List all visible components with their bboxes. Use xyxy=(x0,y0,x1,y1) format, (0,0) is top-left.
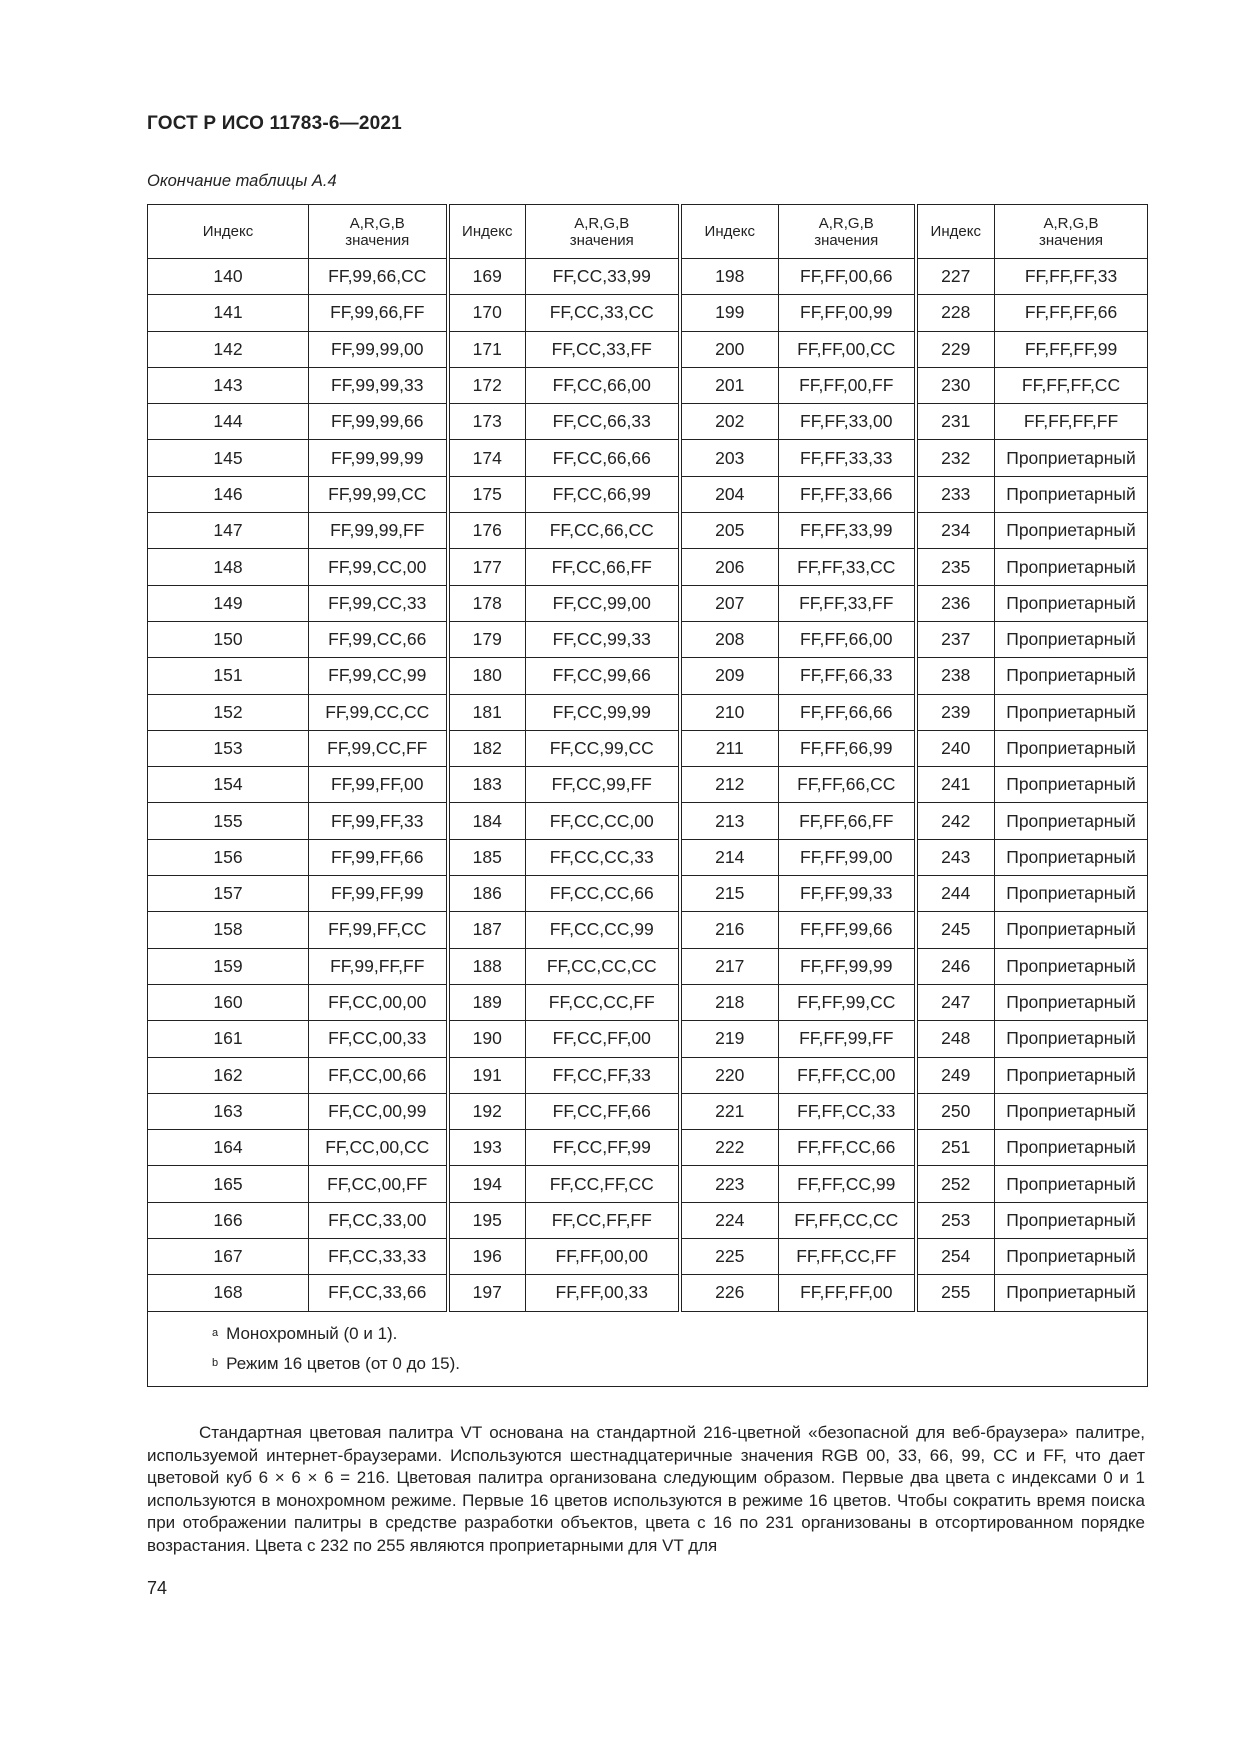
index-cell: 203 xyxy=(680,440,779,476)
argb-value-cell: Проприетарный xyxy=(995,585,1148,621)
index-cell: 182 xyxy=(448,730,526,766)
index-cell: 161 xyxy=(148,1021,309,1057)
argb-value-cell: FF,CC,00,66 xyxy=(309,1057,448,1093)
index-cell: 242 xyxy=(916,803,995,839)
table-row xyxy=(148,839,1148,875)
index-cell: 159 xyxy=(148,948,309,984)
argb-value-cell: FF,CC,33,00 xyxy=(309,1202,448,1238)
argb-value-cell: FF,FF,00,00 xyxy=(526,1239,680,1275)
argb-value-cell: FF,CC,FF,FF xyxy=(526,1202,680,1238)
table-body xyxy=(148,259,1148,1312)
table-row xyxy=(148,694,1148,730)
argb-value-cell: FF,99,CC,FF xyxy=(309,730,448,766)
index-cell: 251 xyxy=(916,1130,995,1166)
argb-value-cell: FF,99,99,FF xyxy=(309,513,448,549)
palette-table xyxy=(147,204,1148,1387)
index-cell: 157 xyxy=(148,876,309,912)
index-cell: 219 xyxy=(680,1021,779,1057)
argb-value-cell: FF,CC,FF,99 xyxy=(526,1130,680,1166)
argb-value-cell: FF,CC,CC,FF xyxy=(526,984,680,1020)
index-cell: 150 xyxy=(148,621,309,657)
table-row xyxy=(148,730,1148,766)
argb-value-cell: FF,CC,FF,66 xyxy=(526,1093,680,1129)
index-cell: 172 xyxy=(448,367,526,403)
footnote-mark: a xyxy=(212,1326,219,1339)
index-cell: 238 xyxy=(916,658,995,694)
index-cell: 170 xyxy=(448,295,526,331)
index-cell: 233 xyxy=(916,476,995,512)
argb-value-cell: FF,FF,33,66 xyxy=(779,476,916,512)
argb-value-cell: FF,FF,33,33 xyxy=(779,440,916,476)
table-caption: Окончание таблицы А.4 xyxy=(147,172,337,190)
argb-value-cell: Проприетарный xyxy=(995,1021,1148,1057)
argb-value-cell: FF,CC,66,CC xyxy=(526,513,680,549)
index-cell: 196 xyxy=(448,1239,526,1275)
argb-value-cell: FF,99,CC,99 xyxy=(309,658,448,694)
argb-value-cell: Проприетарный xyxy=(995,513,1148,549)
argb-value-cell: Проприетарный xyxy=(995,1275,1148,1311)
argb-value-cell: FF,99,99,00 xyxy=(309,331,448,367)
argb-value-cell: Проприетарный xyxy=(995,839,1148,875)
index-cell: 140 xyxy=(148,259,309,295)
argb-value-cell: FF,99,FF,66 xyxy=(309,839,448,875)
footnote xyxy=(212,1320,1147,1350)
argb-value-cell: Проприетарный xyxy=(995,730,1148,766)
index-cell: 164 xyxy=(148,1130,309,1166)
index-cell: 246 xyxy=(916,948,995,984)
argb-value-cell: FF,CC,66,00 xyxy=(526,367,680,403)
argb-value-cell: FF,99,99,CC xyxy=(309,476,448,512)
table-header-row xyxy=(148,205,1148,259)
table-row xyxy=(148,1130,1148,1166)
argb-value-cell: FF,FF,FF,99 xyxy=(995,331,1148,367)
argb-value-cell: FF,99,CC,CC xyxy=(309,694,448,730)
index-cell: 220 xyxy=(680,1057,779,1093)
index-cell: 192 xyxy=(448,1093,526,1129)
index-cell: 199 xyxy=(680,295,779,331)
index-cell: 245 xyxy=(916,912,995,948)
index-cell: 255 xyxy=(916,1275,995,1311)
index-cell: 160 xyxy=(148,984,309,1020)
index-cell: 155 xyxy=(148,803,309,839)
argb-value-cell: FF,CC,66,66 xyxy=(526,440,680,476)
index-cell: 215 xyxy=(680,876,779,912)
footnote-text: Монохромный (0 и 1). xyxy=(226,1323,398,1343)
argb-value-cell: FF,FF,33,99 xyxy=(779,513,916,549)
index-cell: 145 xyxy=(148,440,309,476)
index-cell: 243 xyxy=(916,839,995,875)
argb-value-cell: Проприетарный xyxy=(995,476,1148,512)
index-cell: 175 xyxy=(448,476,526,512)
index-cell: 224 xyxy=(680,1202,779,1238)
index-cell: 194 xyxy=(448,1166,526,1202)
index-cell: 236 xyxy=(916,585,995,621)
index-cell: 249 xyxy=(916,1057,995,1093)
argb-value-cell: FF,FF,66,33 xyxy=(779,658,916,694)
table-row xyxy=(148,1239,1148,1275)
argb-value-cell: FF,FF,66,FF xyxy=(779,803,916,839)
index-cell: 142 xyxy=(148,331,309,367)
argb-value-cell: FF,99,FF,CC xyxy=(309,912,448,948)
argb-value-cell: Проприетарный xyxy=(995,1202,1148,1238)
table-row xyxy=(148,767,1148,803)
table-row xyxy=(148,404,1148,440)
argb-value-cell: FF,FF,FF,00 xyxy=(779,1275,916,1311)
argb-value-cell: FF,FF,00,CC xyxy=(779,331,916,367)
index-cell: 240 xyxy=(916,730,995,766)
argb-value-cell: FF,99,FF,FF xyxy=(309,948,448,984)
body-paragraph: Стандартная цветовая палитра VT основана на стандартной 216-цветной «безопасной для веб-браузера» палитре, используемой интернет-браузерами. Используются шестнадцатеричные значения RGB 00, 33, 66, 99, CC и FF, что дает цветовой куб 6 × 6 × 6 = 216. Цветовая палитра организована следующим образом. Первые два цвета с индексами 0 и 1 используются в монохромном режиме. Первые 16 цветов используются в режиме 16 цветов. Чтобы сократить время поиска при отображении палитры в средстве разработки объектов, цвета с 16 по 231 организованы в отсортированном порядке возрастания. Цвета с 232 по 255 являются проприетарными для VT для xyxy=(147,1423,1145,1555)
document-title: ГОСТ Р ИСО 11783-6—2021 xyxy=(147,113,402,134)
index-cell: 205 xyxy=(680,513,779,549)
argb-value-cell: FF,CC,33,CC xyxy=(526,295,680,331)
header-argb-values: A,R,G,B значения xyxy=(779,205,916,259)
index-cell: 141 xyxy=(148,295,309,331)
argb-value-cell: FF,99,66,CC xyxy=(309,259,448,295)
index-cell: 176 xyxy=(448,513,526,549)
argb-value-cell: FF,CC,CC,CC xyxy=(526,948,680,984)
index-cell: 237 xyxy=(916,621,995,657)
argb-value-cell: FF,CC,99,99 xyxy=(526,694,680,730)
argb-value-cell: FF,CC,66,99 xyxy=(526,476,680,512)
index-cell: 217 xyxy=(680,948,779,984)
argb-value-cell: FF,CC,CC,00 xyxy=(526,803,680,839)
index-cell: 181 xyxy=(448,694,526,730)
argb-value-cell: FF,FF,00,99 xyxy=(779,295,916,331)
argb-value-cell: Проприетарный xyxy=(995,1130,1148,1166)
argb-value-cell: Проприетарный xyxy=(995,549,1148,585)
index-cell: 221 xyxy=(680,1093,779,1129)
index-cell: 168 xyxy=(148,1275,309,1311)
argb-value-cell: FF,FF,CC,33 xyxy=(779,1093,916,1129)
index-cell: 253 xyxy=(916,1202,995,1238)
palette-table-container xyxy=(147,204,1147,1387)
table-row xyxy=(148,658,1148,694)
index-cell: 158 xyxy=(148,912,309,948)
argb-value-cell: FF,FF,FF,66 xyxy=(995,295,1148,331)
argb-value-cell: FF,FF,CC,CC xyxy=(779,1202,916,1238)
argb-value-cell: FF,99,CC,00 xyxy=(309,549,448,585)
table-row xyxy=(148,912,1148,948)
footnote xyxy=(212,1350,1147,1380)
index-cell: 234 xyxy=(916,513,995,549)
table-row xyxy=(148,476,1148,512)
index-cell: 193 xyxy=(448,1130,526,1166)
index-cell: 204 xyxy=(680,476,779,512)
argb-value-cell: FF,CC,33,33 xyxy=(309,1239,448,1275)
argb-value-cell: Проприетарный xyxy=(995,1093,1148,1129)
argb-value-cell: FF,CC,33,66 xyxy=(309,1275,448,1311)
index-cell: 235 xyxy=(916,549,995,585)
argb-value-cell: FF,FF,33,CC xyxy=(779,549,916,585)
index-cell: 163 xyxy=(148,1093,309,1129)
argb-value-cell: FF,FF,99,FF xyxy=(779,1021,916,1057)
argb-value-cell: FF,CC,FF,33 xyxy=(526,1057,680,1093)
index-cell: 231 xyxy=(916,404,995,440)
table-row xyxy=(148,331,1148,367)
index-cell: 225 xyxy=(680,1239,779,1275)
index-cell: 174 xyxy=(448,440,526,476)
footnotes-row xyxy=(148,1311,1148,1386)
argb-value-cell: Проприетарный xyxy=(995,1057,1148,1093)
table-row xyxy=(148,259,1148,295)
argb-value-cell: Проприетарный xyxy=(995,912,1148,948)
table-row xyxy=(148,1275,1148,1311)
index-cell: 223 xyxy=(680,1166,779,1202)
argb-value-cell: FF,FF,00,33 xyxy=(526,1275,680,1311)
index-cell: 209 xyxy=(680,658,779,694)
index-cell: 152 xyxy=(148,694,309,730)
table-row xyxy=(148,984,1148,1020)
table-row xyxy=(148,585,1148,621)
index-cell: 183 xyxy=(448,767,526,803)
table-row xyxy=(148,549,1148,585)
header-index: Индекс xyxy=(916,205,995,259)
argb-value-cell: FF,CC,FF,00 xyxy=(526,1021,680,1057)
index-cell: 156 xyxy=(148,839,309,875)
table-row xyxy=(148,876,1148,912)
index-cell: 184 xyxy=(448,803,526,839)
table-row xyxy=(148,1166,1148,1202)
argb-value-cell: FF,99,CC,33 xyxy=(309,585,448,621)
argb-value-cell: Проприетарный xyxy=(995,658,1148,694)
index-cell: 198 xyxy=(680,259,779,295)
index-cell: 147 xyxy=(148,513,309,549)
index-cell: 144 xyxy=(148,404,309,440)
index-cell: 213 xyxy=(680,803,779,839)
index-cell: 210 xyxy=(680,694,779,730)
index-cell: 244 xyxy=(916,876,995,912)
index-cell: 212 xyxy=(680,767,779,803)
index-cell: 195 xyxy=(448,1202,526,1238)
argb-value-cell: FF,FF,33,FF xyxy=(779,585,916,621)
argb-value-cell: Проприетарный xyxy=(995,948,1148,984)
argb-value-cell: FF,FF,99,66 xyxy=(779,912,916,948)
index-cell: 207 xyxy=(680,585,779,621)
argb-value-cell: FF,CC,00,33 xyxy=(309,1021,448,1057)
index-cell: 143 xyxy=(148,367,309,403)
header-index: Индекс xyxy=(448,205,526,259)
index-cell: 239 xyxy=(916,694,995,730)
argb-value-cell: FF,FF,66,99 xyxy=(779,730,916,766)
index-cell: 153 xyxy=(148,730,309,766)
argb-value-cell: FF,99,99,33 xyxy=(309,367,448,403)
argb-value-cell: Проприетарный xyxy=(995,694,1148,730)
argb-value-cell: FF,FF,33,00 xyxy=(779,404,916,440)
footnotes-cell xyxy=(148,1311,1148,1386)
index-cell: 151 xyxy=(148,658,309,694)
argb-value-cell: Проприетарный xyxy=(995,803,1148,839)
argb-value-cell: FF,99,99,99 xyxy=(309,440,448,476)
argb-value-cell: FF,FF,CC,99 xyxy=(779,1166,916,1202)
index-cell: 166 xyxy=(148,1202,309,1238)
page-number: 74 xyxy=(147,1578,168,1598)
index-cell: 178 xyxy=(448,585,526,621)
argb-value-cell: FF,CC,99,00 xyxy=(526,585,680,621)
index-cell: 162 xyxy=(148,1057,309,1093)
table-row xyxy=(148,621,1148,657)
argb-value-cell: Проприетарный xyxy=(995,621,1148,657)
index-cell: 167 xyxy=(148,1239,309,1275)
index-cell: 208 xyxy=(680,621,779,657)
argb-value-cell: FF,CC,66,FF xyxy=(526,549,680,585)
argb-value-cell: FF,FF,66,66 xyxy=(779,694,916,730)
argb-value-cell: Проприетарный xyxy=(995,1166,1148,1202)
header-index: Индекс xyxy=(680,205,779,259)
argb-value-cell: FF,CC,99,CC xyxy=(526,730,680,766)
table-row xyxy=(148,367,1148,403)
table-row xyxy=(148,803,1148,839)
index-cell: 191 xyxy=(448,1057,526,1093)
table-row xyxy=(148,440,1148,476)
index-cell: 173 xyxy=(448,404,526,440)
argb-value-cell: FF,99,FF,99 xyxy=(309,876,448,912)
argb-value-cell: FF,99,FF,00 xyxy=(309,767,448,803)
index-cell: 189 xyxy=(448,984,526,1020)
index-cell: 169 xyxy=(448,259,526,295)
header-argb-values: A,R,G,B значения xyxy=(526,205,680,259)
index-cell: 222 xyxy=(680,1130,779,1166)
index-cell: 200 xyxy=(680,331,779,367)
argb-value-cell: FF,FF,00,66 xyxy=(779,259,916,295)
index-cell: 146 xyxy=(148,476,309,512)
argb-value-cell: FF,CC,CC,33 xyxy=(526,839,680,875)
table-row xyxy=(148,1057,1148,1093)
index-cell: 165 xyxy=(148,1166,309,1202)
argb-value-cell: FF,CC,FF,CC xyxy=(526,1166,680,1202)
table-row xyxy=(148,1093,1148,1129)
argb-value-cell: FF,99,66,FF xyxy=(309,295,448,331)
index-cell: 232 xyxy=(916,440,995,476)
index-cell: 171 xyxy=(448,331,526,367)
argb-value-cell: FF,CC,00,CC xyxy=(309,1130,448,1166)
argb-value-cell: FF,FF,66,CC xyxy=(779,767,916,803)
argb-value-cell: FF,99,99,66 xyxy=(309,404,448,440)
header-index: Индекс xyxy=(148,205,309,259)
argb-value-cell: FF,CC,CC,99 xyxy=(526,912,680,948)
index-cell: 180 xyxy=(448,658,526,694)
index-cell: 177 xyxy=(448,549,526,585)
index-cell: 154 xyxy=(148,767,309,803)
table-row xyxy=(148,948,1148,984)
argb-value-cell: Проприетарный xyxy=(995,984,1148,1020)
index-cell: 248 xyxy=(916,1021,995,1057)
argb-value-cell: FF,CC,99,33 xyxy=(526,621,680,657)
argb-value-cell: FF,CC,00,00 xyxy=(309,984,448,1020)
index-cell: 149 xyxy=(148,585,309,621)
index-cell: 226 xyxy=(680,1275,779,1311)
argb-value-cell: Проприетарный xyxy=(995,767,1148,803)
index-cell: 186 xyxy=(448,876,526,912)
argb-value-cell: FF,FF,99,33 xyxy=(779,876,916,912)
argb-value-cell: FF,99,FF,33 xyxy=(309,803,448,839)
index-cell: 218 xyxy=(680,984,779,1020)
index-cell: 206 xyxy=(680,549,779,585)
index-cell: 252 xyxy=(916,1166,995,1202)
argb-value-cell: FF,CC,00,FF xyxy=(309,1166,448,1202)
table-row xyxy=(148,513,1148,549)
index-cell: 211 xyxy=(680,730,779,766)
argb-value-cell: Проприетарный xyxy=(995,1239,1148,1275)
footnote-mark: b xyxy=(212,1356,219,1369)
table-row xyxy=(148,1202,1148,1238)
argb-value-cell: FF,CC,33,99 xyxy=(526,259,680,295)
index-cell: 190 xyxy=(448,1021,526,1057)
index-cell: 148 xyxy=(148,549,309,585)
index-cell: 201 xyxy=(680,367,779,403)
argb-value-cell: FF,CC,99,FF xyxy=(526,767,680,803)
argb-value-cell: FF,FF,CC,FF xyxy=(779,1239,916,1275)
argb-value-cell: FF,CC,66,33 xyxy=(526,404,680,440)
index-cell: 254 xyxy=(916,1239,995,1275)
argb-value-cell: FF,FF,FF,FF xyxy=(995,404,1148,440)
index-cell: 230 xyxy=(916,367,995,403)
index-cell: 187 xyxy=(448,912,526,948)
argb-value-cell: FF,99,CC,66 xyxy=(309,621,448,657)
index-cell: 228 xyxy=(916,295,995,331)
index-cell: 229 xyxy=(916,331,995,367)
table-row xyxy=(148,1021,1148,1057)
index-cell: 179 xyxy=(448,621,526,657)
argb-value-cell: FF,FF,99,00 xyxy=(779,839,916,875)
body-text xyxy=(147,1422,1145,1557)
index-cell: 227 xyxy=(916,259,995,295)
argb-value-cell: FF,FF,00,FF xyxy=(779,367,916,403)
argb-value-cell: FF,CC,00,99 xyxy=(309,1093,448,1129)
index-cell: 247 xyxy=(916,984,995,1020)
argb-value-cell: FF,FF,CC,66 xyxy=(779,1130,916,1166)
argb-value-cell: FF,FF,99,CC xyxy=(779,984,916,1020)
index-cell: 250 xyxy=(916,1093,995,1129)
argb-value-cell: FF,FF,FF,CC xyxy=(995,367,1148,403)
argb-value-cell: FF,CC,33,FF xyxy=(526,331,680,367)
index-cell: 214 xyxy=(680,839,779,875)
header-argb-values: A,R,G,B значения xyxy=(309,205,448,259)
argb-value-cell: FF,FF,CC,00 xyxy=(779,1057,916,1093)
index-cell: 202 xyxy=(680,404,779,440)
index-cell: 197 xyxy=(448,1275,526,1311)
footnote-text: Режим 16 цветов (от 0 до 15). xyxy=(226,1353,460,1373)
argb-value-cell: FF,CC,99,66 xyxy=(526,658,680,694)
argb-value-cell: FF,FF,66,00 xyxy=(779,621,916,657)
argb-value-cell: FF,CC,CC,66 xyxy=(526,876,680,912)
index-cell: 216 xyxy=(680,912,779,948)
argb-value-cell: Проприетарный xyxy=(995,440,1148,476)
argb-value-cell: FF,FF,FF,33 xyxy=(995,259,1148,295)
index-cell: 185 xyxy=(448,839,526,875)
header-argb-values: A,R,G,B значения xyxy=(995,205,1148,259)
table-row xyxy=(148,295,1148,331)
index-cell: 241 xyxy=(916,767,995,803)
index-cell: 188 xyxy=(448,948,526,984)
argb-value-cell: FF,FF,99,99 xyxy=(779,948,916,984)
argb-value-cell: Проприетарный xyxy=(995,876,1148,912)
